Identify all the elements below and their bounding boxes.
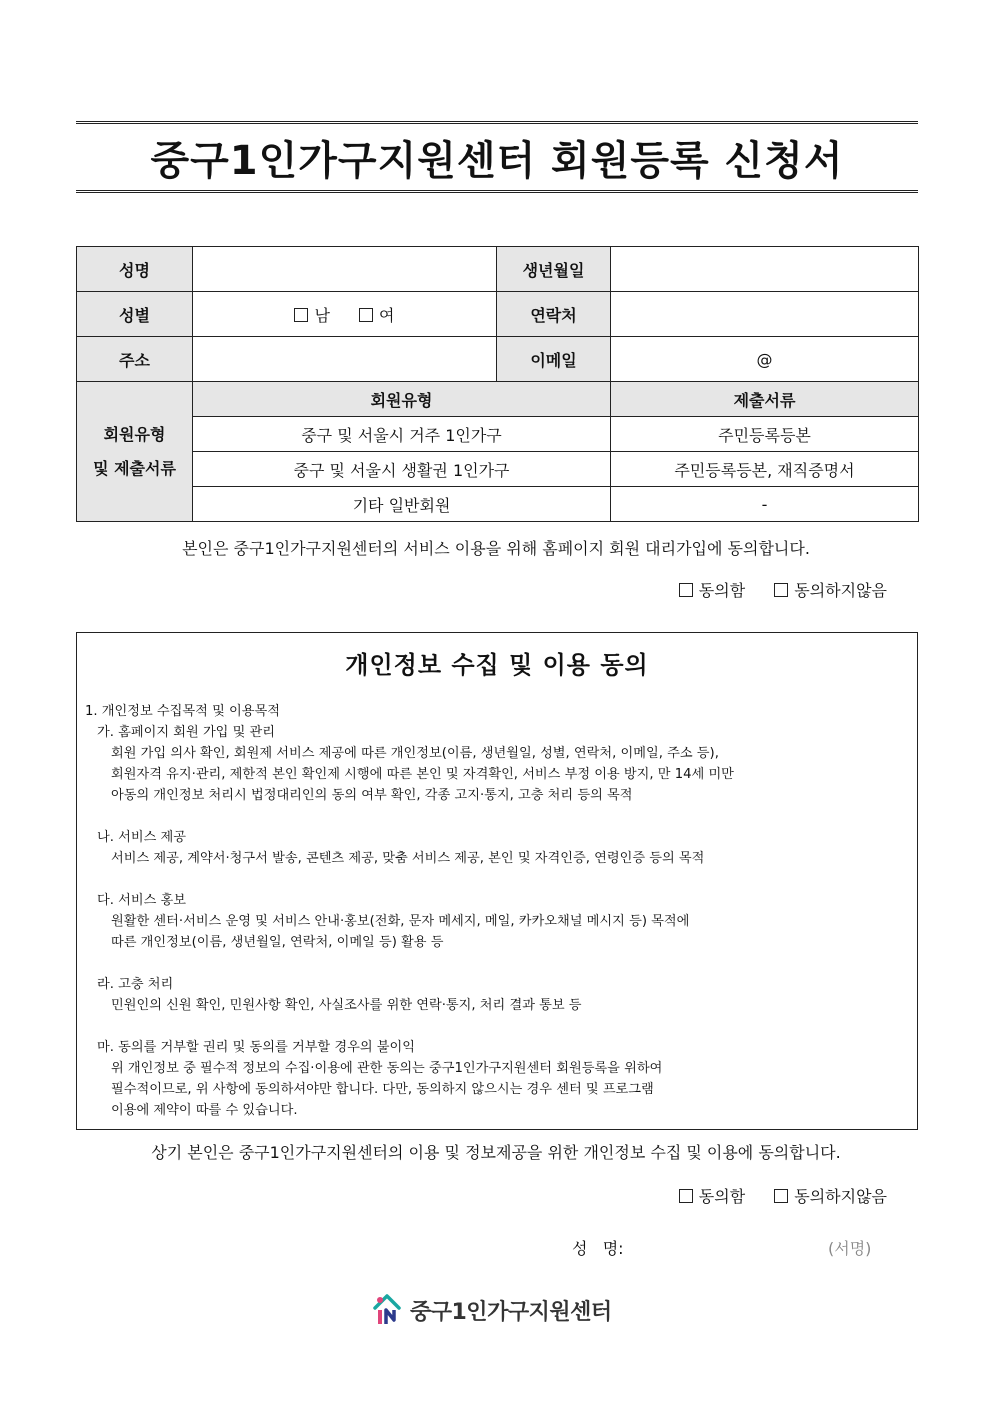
gender-label: 성별 <box>77 292 193 337</box>
privacy-line: 아동의 개인정보 처리시 법정대리인의 동의 여부 확인, 각종 고지·통지, 고충 처리 등의 목적 <box>111 788 633 803</box>
center-logo <box>372 1292 612 1328</box>
privacy-disagree-label: 동의하지않음 <box>794 1187 887 1206</box>
name-field[interactable] <box>193 247 497 292</box>
privacy-line: 나. 서비스 제공 <box>97 830 187 845</box>
privacy-line: 원활한 센터·서비스 운영 및 서비스 안내·홍보(전화, 문자 메세지, 메일, 카카오채널 메시지 등) 목적에 <box>111 914 690 929</box>
privacy-line: 마. 동의를 거부할 권리 및 동의를 거부할 경우의 불이익 <box>97 1040 415 1055</box>
member-type-label <box>77 382 193 522</box>
proxy-consent-text: 본인은 중구1인가구지원센터의 서비스 이용을 위해 홈페이지 회원 대리가입에 동의합니다. <box>182 539 810 558</box>
privacy-line: 서비스 제공, 계약서·청구서 발송, 콘텐츠 제공, 맞춤 서비스 제공, 본인 및 자격인증, 연령인증 등의 목적 <box>111 851 705 866</box>
privacy-line: 회원 가입 의사 확인, 회원제 서비스 제공에 따른 개인정보(이름, 생년월일, 성별, 연락처, 이메일, 주소 등), <box>111 746 719 761</box>
proxy-disagree-label: 동의하지않음 <box>794 581 887 600</box>
privacy-agree-label: 동의함 <box>698 1187 746 1206</box>
address-field[interactable] <box>193 337 497 382</box>
proxy-consent-options <box>655 578 887 601</box>
privacy-line: 회원자격 유지·관리, 제한적 본인 확인제 시행에 따른 본인 및 자격확인, 서비스 부정 이용 방지, 만 14세 미만 <box>111 767 734 782</box>
gender-female-option[interactable] <box>359 306 394 325</box>
privacy-line: 필수적이므로, 위 사항에 동의하셔야만 합니다. 다만, 동의하지 않으시는 경우 센터 및 프로그램 <box>111 1082 654 1097</box>
signature-label: 성 명: <box>572 1239 624 1258</box>
privacy-line: 이용에 제약이 따를 수 있습니다. <box>111 1103 298 1118</box>
privacy-disagree-checkbox[interactable] <box>774 1189 788 1203</box>
email-field[interactable]: @ <box>611 337 919 382</box>
privacy-consent-box <box>76 632 918 1130</box>
col-header-type: 회원유형 <box>193 382 611 417</box>
privacy-consent-text: 상기 본인은 중구1인가구지원센터의 이용 및 정보제공을 위한 개인정보 수집 및 이용에 동의합니다. <box>151 1143 841 1162</box>
privacy-spacer <box>85 1016 909 1037</box>
privacy-line: 다. 서비스 홍보 <box>97 893 187 908</box>
member-type-label-line1: 회원유형 <box>103 424 166 444</box>
privacy-line: 민원인의 신원 확인, 민원사항 확인, 사실조사를 위한 연락·통지, 처리 결과 통보 등 <box>111 998 582 1013</box>
privacy-agree-checkbox[interactable] <box>679 1189 693 1203</box>
birth-label: 생년월일 <box>497 247 611 292</box>
docs-row-1: 주민등록등본 <box>611 417 919 452</box>
page-title: 중구1인가구지원센터 회원등록 신청서 <box>150 137 844 184</box>
address-label: 주소 <box>77 337 193 382</box>
type-row-3: 기타 일반회원 <box>193 487 611 522</box>
logo-text: 중구1인가구지원센터 <box>410 1299 612 1325</box>
registration-form-table <box>76 246 919 522</box>
type-row-1: 중구 및 서울시 거주 1인가구 <box>193 417 611 452</box>
male-checkbox[interactable] <box>294 308 308 322</box>
birth-field[interactable] <box>611 247 919 292</box>
contact-label: 연락처 <box>497 292 611 337</box>
logo-mark-icon <box>372 1292 402 1328</box>
proxy-agree-label: 동의함 <box>698 581 746 600</box>
female-checkbox[interactable] <box>359 308 373 322</box>
title-box <box>76 121 918 193</box>
privacy-line: 라. 고충 처리 <box>97 977 174 992</box>
proxy-disagree-option[interactable] <box>774 581 887 600</box>
signature-seal[interactable]: (서명) <box>828 1239 872 1258</box>
privacy-spacer <box>85 953 909 974</box>
privacy-spacer <box>85 806 909 827</box>
gender-male-option[interactable] <box>294 306 329 325</box>
proxy-agree-option[interactable] <box>679 581 745 600</box>
male-label: 남 <box>314 305 330 325</box>
female-label: 여 <box>379 305 395 325</box>
privacy-line: 따른 개인정보(이름, 생년월일, 연락처, 이메일 등) 활용 등 <box>111 935 444 950</box>
privacy-line: 1. 개인정보 수집목적 및 이용목적 <box>85 704 280 719</box>
privacy-agree-option[interactable] <box>679 1187 745 1206</box>
gender-field <box>193 292 497 337</box>
privacy-body <box>85 701 909 1121</box>
signature-line <box>572 1236 872 1259</box>
proxy-agree-checkbox[interactable] <box>679 583 693 597</box>
privacy-line: 위 개인정보 중 필수적 정보의 수집·이용에 관한 동의는 중구1인가구지원센터 회원등록을 위하여 <box>111 1061 663 1076</box>
type-row-2: 중구 및 서울시 생활권 1인가구 <box>193 452 611 487</box>
privacy-disagree-option[interactable] <box>774 1187 887 1206</box>
privacy-title: 개인정보 수집 및 이용 동의 <box>345 651 649 679</box>
col-header-docs: 제출서류 <box>611 382 919 417</box>
member-type-label-line2: 및 제출서류 <box>93 458 176 478</box>
privacy-spacer <box>85 869 909 890</box>
docs-row-2: 주민등록등본, 재직증명서 <box>611 452 919 487</box>
name-label: 성명 <box>77 247 193 292</box>
contact-field[interactable] <box>611 292 919 337</box>
docs-row-3: - <box>611 487 919 522</box>
email-label: 이메일 <box>497 337 611 382</box>
proxy-disagree-checkbox[interactable] <box>774 583 788 597</box>
privacy-line: 가. 홈페이지 회원 가입 및 관리 <box>97 725 276 740</box>
privacy-consent-options <box>655 1184 887 1207</box>
